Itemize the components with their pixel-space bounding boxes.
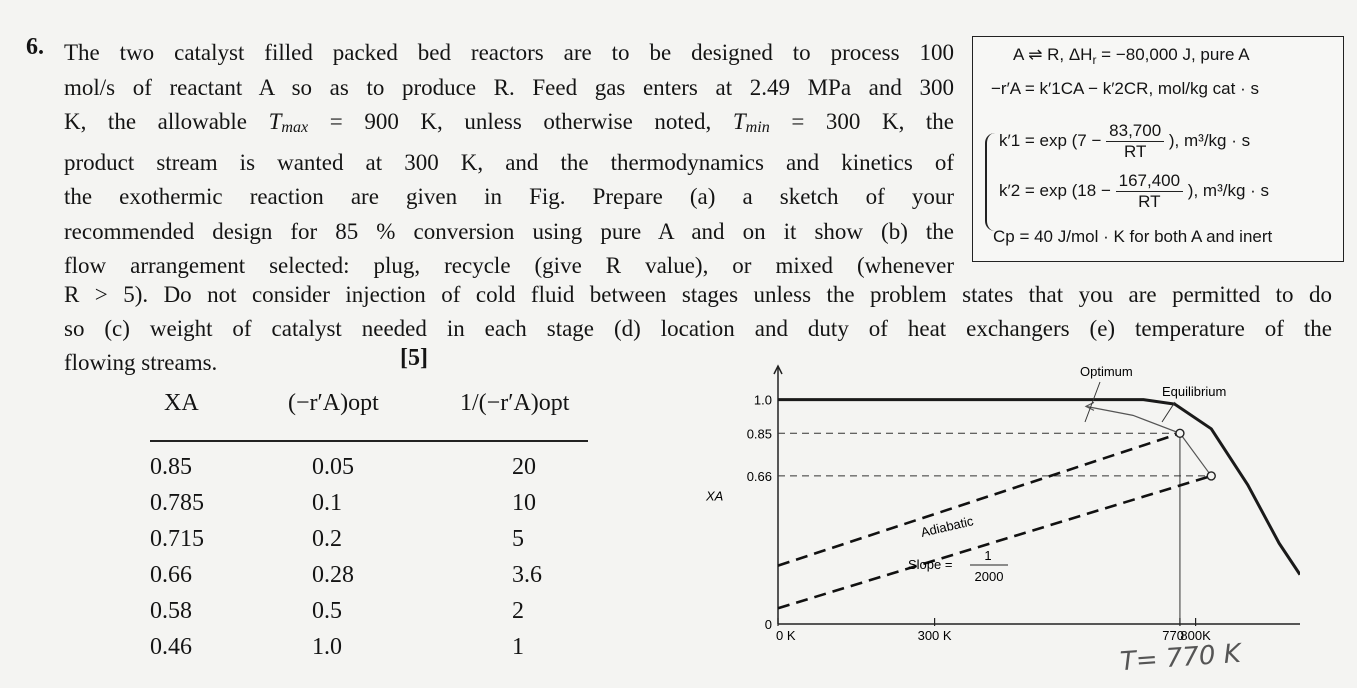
- question-line-7: flow arrangement selected: plug, recycle (give R value), or mixed (whenever: [64, 253, 954, 279]
- x-tick-label-0: 0 K: [776, 628, 796, 643]
- table-cell-r6-c2: 1.0: [312, 634, 342, 660]
- table-cell-r4-c3: 3.6: [512, 562, 542, 588]
- equilibrium-curve: [778, 400, 1300, 575]
- table-cell-r6-c1: 0.46: [150, 634, 192, 660]
- question-line-4: product stream is wanted at 300 K, and the thermodynamics and kinetics of: [64, 149, 954, 175]
- question-number: 6.: [26, 34, 44, 60]
- table-cell-r1-c2: 0.05: [312, 454, 354, 480]
- y-tick-label-2: 0.85: [746, 426, 772, 442]
- table-cell-r3-c2: 0.2: [312, 526, 342, 552]
- table-cell-r3-c3: 5: [512, 526, 524, 552]
- table-cell-r5-c2: 0.5: [312, 598, 342, 624]
- adiabatic-label: Adiabatic: [919, 513, 975, 540]
- question-line-1: The two catalyst filled packed bed reactors are to be designed to process 100: [64, 40, 954, 65]
- question-line-10: flowing streams.: [64, 350, 218, 375]
- intersection-point-085: [1176, 429, 1184, 437]
- optimum-label: Optimum: [1080, 364, 1133, 379]
- optimum-leader-line: [1085, 382, 1100, 422]
- question-line-5: the exothermic reaction are given in Fig. Prepare (a) a sketch of your: [64, 184, 954, 210]
- x-tick-label-3: 800K: [1180, 628, 1211, 643]
- chart-plot-area: [705, 364, 1300, 643]
- table-cell-r4-c2: 0.28: [312, 562, 354, 588]
- table-cell-r2-c3: 10: [512, 490, 536, 516]
- question-paragraph: [64, 36, 954, 284]
- y-tick-label-3: 1.0: [753, 392, 772, 408]
- equilibrium-leader-line: [1162, 402, 1175, 422]
- table-header-rule: [150, 440, 588, 442]
- k1-numerator: 83,700: [1106, 121, 1164, 142]
- kinetics-box: [972, 36, 1344, 262]
- reaction-equation: A ⇌ R, $\Delta H_r = -80,000$ J, pure A: [1013, 45, 1250, 67]
- k2-expression: k′2 = exp (18 − $\frac{167,400}{RT}$ ), m³/kg · s: [999, 171, 1270, 211]
- table-cell-r1-c3: 20: [512, 454, 536, 480]
- table-header-xa: XA: [164, 390, 199, 416]
- y-axis-label: XA: [706, 488, 724, 504]
- k2-numerator: 167,400: [1116, 171, 1183, 192]
- table-cell-r4-c1: 0.66: [150, 562, 192, 588]
- brace-symbol: [985, 133, 997, 231]
- question-line-3: K, the allowable Tmax = 900 K, unless otherwise noted, Tmin = 300 K, the: [64, 109, 954, 137]
- question-line-9: so (c) weight of catalyst needed in each stage (d) location and duty of heat exchangers (e) temperature of the: [64, 316, 1332, 341]
- k1-denominator: RT: [1123, 142, 1147, 161]
- table-cell-r5-c1: 0.58: [150, 598, 192, 624]
- intersection-point-066: [1207, 472, 1215, 480]
- table-cell-r6-c3: 1: [512, 634, 524, 660]
- equilibrium-label: Equilibrium: [1162, 384, 1227, 399]
- question-line-2: mol/s of reactant A so as to produce R. Feed gas enters at 2.49 MPa and 300: [64, 74, 954, 100]
- adiabatic-line-lower: [778, 476, 1211, 608]
- table-cell-r2-c2: 0.1: [312, 490, 342, 516]
- slope-label: Slope =: [908, 557, 953, 572]
- slope-numerator: 1: [984, 548, 992, 563]
- table-cell-r3-c1: 0.715: [150, 526, 204, 552]
- slope-denominator: 2000: [974, 569, 1004, 584]
- y-tick-label-1: 0.66: [746, 468, 772, 484]
- y-tick-label-0: 0: [764, 617, 772, 632]
- question-line-8: R > 5). Do not consider injection of cold fluid between stages unless the problem states that you are permitted to do: [64, 282, 1332, 307]
- table-cell-r2-c1: 0.785: [150, 490, 204, 516]
- x-tick-label-2: 770: [1162, 628, 1184, 643]
- marks-label: [5]: [400, 345, 428, 371]
- x-tick-label-1: 300 K: [917, 628, 952, 643]
- table-header-inverse-rate: 1/(−r′A)opt: [460, 390, 570, 416]
- handwritten-temperature: T= 770 K: [1119, 638, 1242, 678]
- heat-capacity: Cp = 40 J/mol · K for both A and inert: [993, 227, 1273, 246]
- table-cell-r1-c1: 0.85: [150, 454, 192, 480]
- table-header-rate: (−r′A)opt: [288, 390, 379, 416]
- k1-expression: k′1 = exp (7 − $\frac{83,700}{RT}$ ), m³/kg · s: [999, 121, 1251, 161]
- rate-law: −r′A = k′1CA − k′2CR, mol/kg cat · s: [991, 79, 1259, 98]
- table-cell-r5-c3: 2: [512, 598, 524, 624]
- question-line-6: recommended design for 85 % conversion using pure A and on it show (b) the: [64, 218, 954, 244]
- conversion-temperature-chart: [700, 360, 1300, 660]
- k2-denominator: RT: [1138, 192, 1161, 211]
